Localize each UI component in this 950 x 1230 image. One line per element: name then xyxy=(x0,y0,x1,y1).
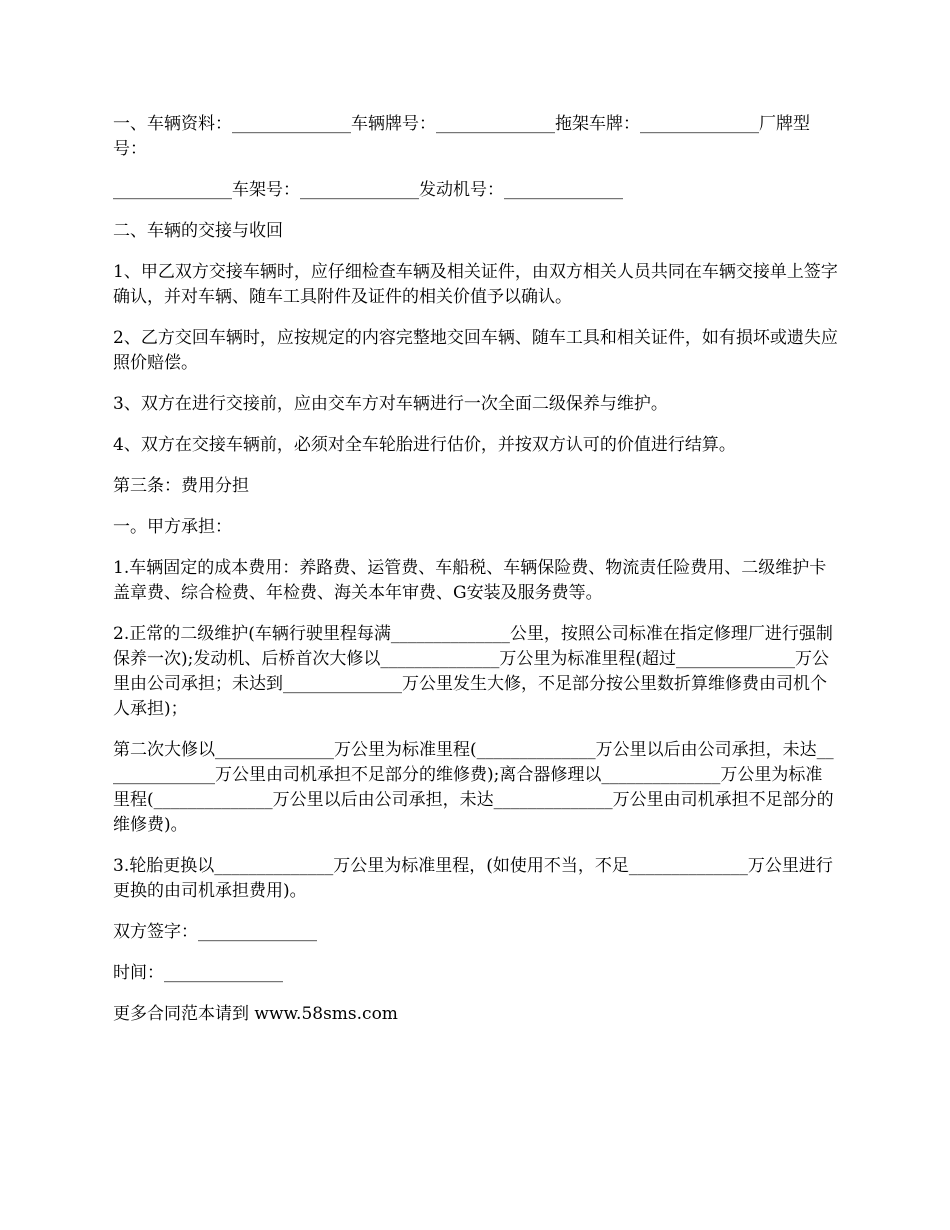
cost-clause-2-continued: 第二次大修以______________万公里为标准里程(______________万公里以后由公司承担，未达______________万公里由司机承担不足部分的维修费);离合器修理以______________万公里为标准里程(______________万公里以后由公司承担，未达______________万公里由司机承担不足部分的维修费)。 xyxy=(113,740,834,835)
vehicle-numbers-paragraph: ______________车架号：______________发动机号：______________ xyxy=(113,180,623,200)
cost-clause-3: 3.轮胎更换以______________万公里为标准里程，(如使用不当，不足______________万公里进行更换的由司机承担费用)。 xyxy=(113,856,833,901)
cost-clause-2: 2.正常的二级维护(车辆行驶里程每满______________公里，按照公司标准在指定修理厂进行强制保养一次);发动机、后桥首次大修以______________万公里为标准里程(超过______________万公里由公司承担；未达到______________万公里发生大修，不足部分按公里数折算维修费由司机个人承担)； xyxy=(113,624,833,719)
vehicle-info-paragraph: 一、车辆资料：______________车辆牌号：______________拖架车牌：______________厂牌型号： xyxy=(113,114,810,159)
section-heading-handover: 二、车辆的交接与收回 xyxy=(113,221,283,241)
footer-link-text: 更多合同范本请到 www.58sms.com xyxy=(113,1004,398,1024)
cost-clause-1: 1.车辆固定的成本费用：养路费、运管费、车船税、车辆保险费、物流责任险费用、二级维护卡盖章费、综合检费、年检费、海关本年审费、G安装及服务费等。 xyxy=(113,558,827,603)
handover-clause-4: 4、双方在交接车辆前，必须对全车轮胎进行估价，并按双方认可的价值进行结算。 xyxy=(113,435,736,455)
article-3-heading: 第三条：费用分担 xyxy=(113,476,249,496)
document-body xyxy=(113,112,839,1043)
party-a-heading: 一。甲方承担： xyxy=(113,517,232,537)
signature-line: 双方签字：______________ xyxy=(113,922,317,942)
handover-clause-1: 1、甲乙双方交接车辆时，应仔细检查车辆及相关证件，由双方相关人员共同在车辆交接单上签字确认，并对车辆、随车工具附件及证件的相关价值予以确认。 xyxy=(113,262,838,307)
handover-clause-3: 3、双方在进行交接前，应由交车方对车辆进行一次全面二级保养与维护。 xyxy=(113,394,668,414)
date-line: 时间：______________ xyxy=(113,963,283,983)
handover-clause-2: 2、乙方交回车辆时，应按规定的内容完整地交回车辆、随车工具和相关证件，如有损坏或遗失应照价赔偿。 xyxy=(113,328,838,373)
